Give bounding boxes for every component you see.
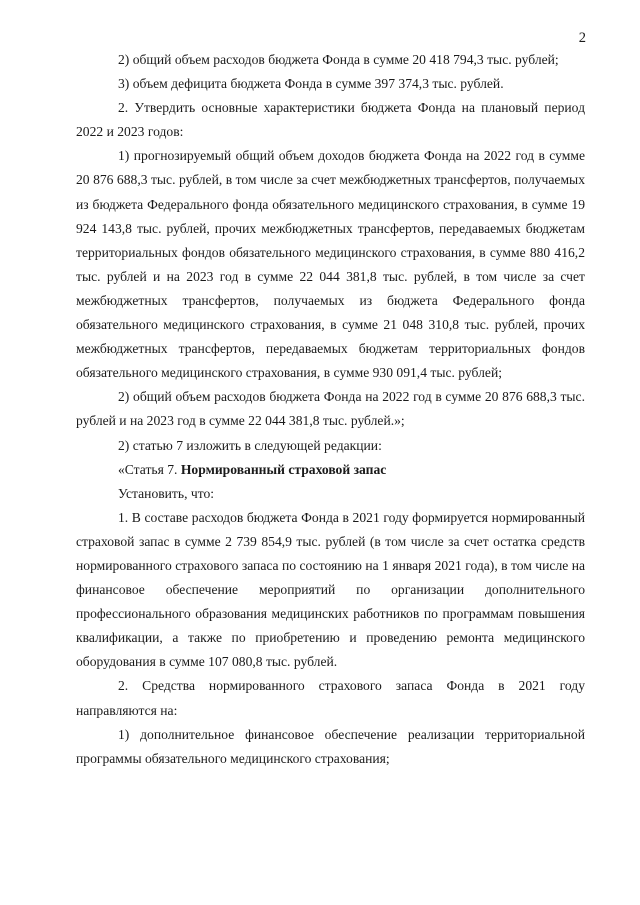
article-title: Нормированный страховой запас xyxy=(180,461,387,477)
paragraph-establish: Установить, что: xyxy=(118,485,215,501)
paragraph-expenses-2021: 2) общий объем расходов бюджета Фонда в сумме 20 418 794,3 тыс. рублей; xyxy=(118,52,559,67)
document-body xyxy=(76,48,585,771)
paragraph-planning-period: 2. Утвердить основные характеристики бюджета Фонда на плановый период 2022 и 2023 годов: xyxy=(76,100,585,140)
paragraph-revenues-2022-2023: 1) прогнозируемый общий объем доходов бюджета Фонда на 2022 год в сумме 20 876 688,3 тыс. рублей, в том числе за счет межбюджетных трансфертов, получаемых из бюджета Федерального фонда обязательного медицинского страхования, в сумме 19 924 143,8 тыс. рублей, прочих межбюджетных трансфертов, передаваемых бюджетам территориальных фондов обязательного медицинского страхования, в сумме 880 416,2 тыс. рублей и на 2023 год в сумме 22 044 381,8 тыс. рублей, в том числе за счет межбюджетных трансфертов, получаемых из бюджета Федерального фонда обязательного медицинского страхования, в сумме 21 048 310,8 тыс. рублей, прочих межбюджетных трансфертов, передаваемых бюджетам территориальных фондов обязательного медицинского страхования, в сумме 930 091,4 тыс. рублей; xyxy=(76,148,585,381)
page-number: 2 xyxy=(578,30,586,46)
paragraph-reserve-formation: 1. В составе расходов бюджета Фонда в 2021 году формируется нормированный страховой запас в сумме 2 739 854,9 тыс. рублей (в том числе за счет остатка средств нормированного страхового запаса по состоянию на 1 января 2021 года), в том числе на финансовое обеспечение мероприятий по организации дополнительного профессионального образования медицинских работников по программам повышения квалификации, а также по приобретению и проведению ремонта медицинского оборудования в сумме 107 080,8 тыс. рублей. xyxy=(76,509,585,670)
article-heading xyxy=(76,458,585,482)
article-prefix: «Статья 7. xyxy=(118,461,181,477)
paragraph-deficit-2021: 3) объем дефицита бюджета Фонда в сумме 397 374,3 тыс. рублей. xyxy=(118,76,504,92)
paragraph-reserve-directions: 2. Средства нормированного страхового запаса Фонда в 2021 году направляются на: xyxy=(76,678,585,718)
paragraph-additional-financing: 1) дополнительное финансовое обеспечение реализации территориальной программы обязательного медицинского страхования; xyxy=(76,726,585,766)
paragraph-expenses-2022-2023: 2) общий объем расходов бюджета Фонда на 2022 год в сумме 20 876 688,3 тыс. рублей и на 2023 год в сумме 22 044 381,8 тыс. рублей.»; xyxy=(76,389,585,429)
paragraph-article-7-amendment: 2) статью 7 изложить в следующей редакции: xyxy=(118,437,382,453)
